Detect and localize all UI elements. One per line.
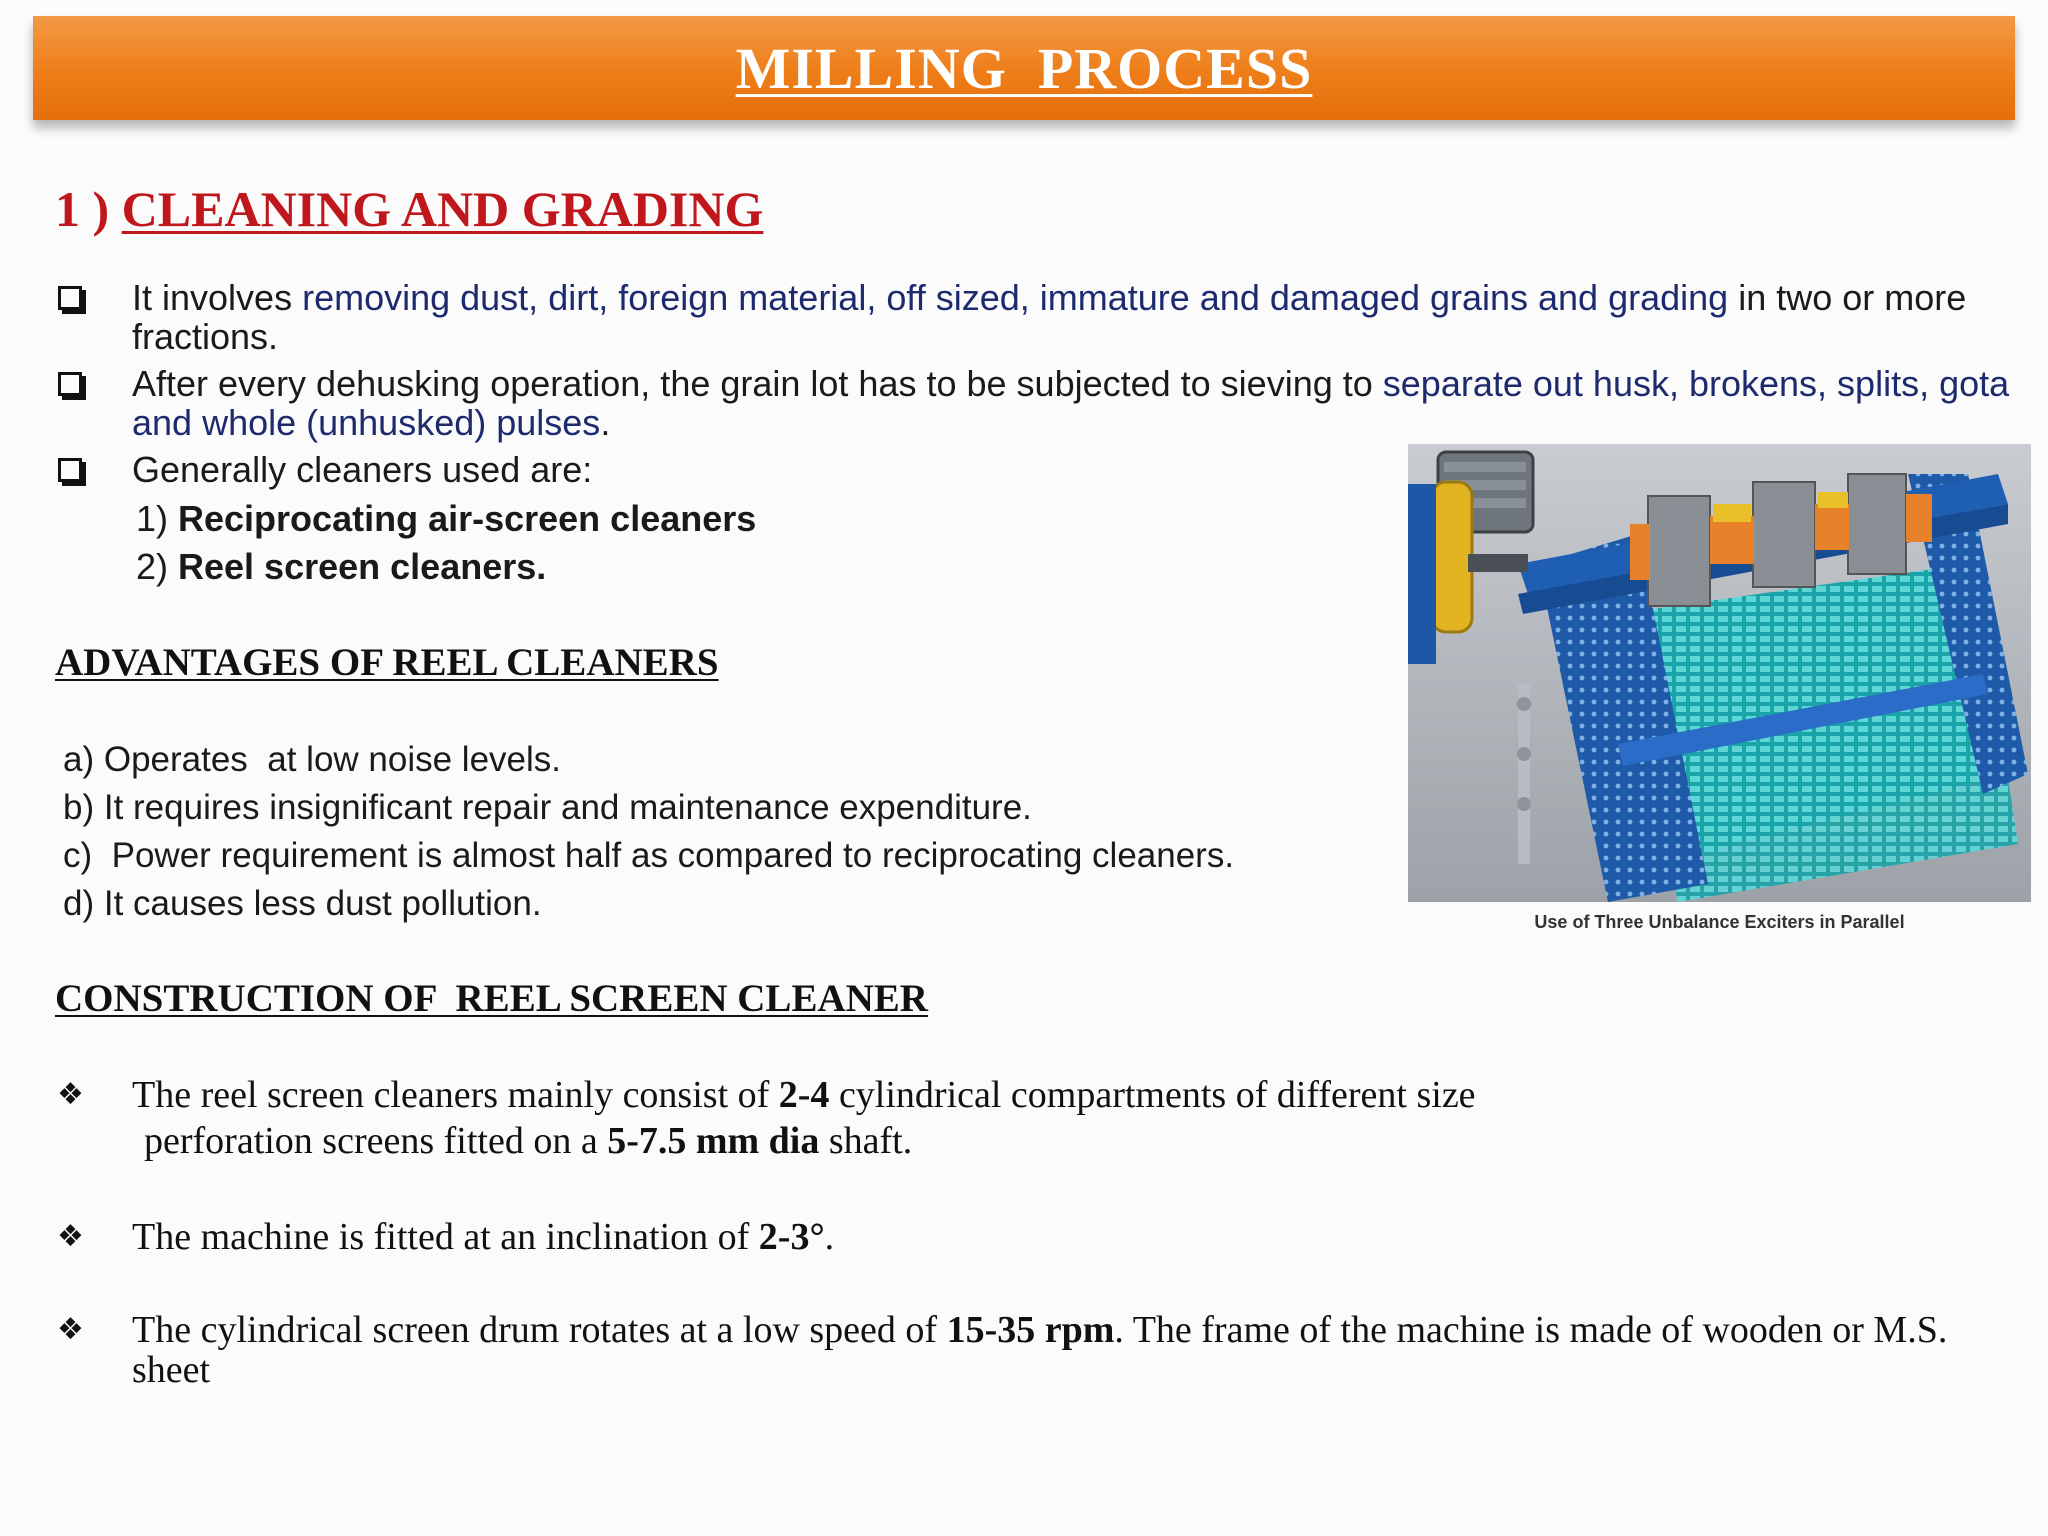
point-text: Generally cleaners used are: <box>132 449 593 490</box>
item-bold: 15-35 rpm <box>946 1309 1115 1351</box>
square-bullet-icon <box>58 372 82 396</box>
section-title <box>55 180 763 238</box>
section-title-text: CLEANING AND GRADING <box>121 181 764 237</box>
item-text: perforation screens fitted on a <box>144 1120 608 1162</box>
four-diamond-bullet-icon: ❖ <box>57 1312 84 1347</box>
list-label: Reel screen cleaners. <box>178 546 547 587</box>
construction-list <box>55 1072 2015 1390</box>
item-bold: 2-4 <box>778 1074 830 1116</box>
four-diamond-bullet-icon: ❖ <box>57 1219 84 1254</box>
advantages-heading: ADVANTAGES OF REEL CLEANERS <box>55 641 719 684</box>
point-highlight: separate out husk, brokens, splits, gota and whole (unhusked) pulses <box>132 363 2010 443</box>
list-label: Reciprocating air-screen cleaners <box>178 498 757 539</box>
advantages-list <box>63 736 1234 928</box>
screen-machine-image <box>1408 444 2031 946</box>
square-bullet-icon <box>58 458 82 482</box>
construction-heading: CONSTRUCTION OF REEL SCREEN CLEANER <box>55 977 928 1020</box>
list-number: 1) <box>136 498 179 539</box>
list-item <box>55 1310 2015 1390</box>
list-item <box>55 1214 2015 1260</box>
point-item <box>55 278 2015 356</box>
item-text: The cylindrical screen drum rotates at a low speed of <box>132 1309 947 1351</box>
figure-caption: Use of Three Unbalance Exciters in Parallel <box>1534 912 1905 932</box>
item-text: . The frame of the machine is made of wooden or M.S. sheet <box>132 1309 1948 1391</box>
list-item: d) It causes less dust pollution. <box>63 884 542 923</box>
point-highlight: removing dust, dirt, foreign material, off sized, immature and damaged grains and grading <box>302 277 1729 318</box>
square-bullet-icon <box>58 286 82 310</box>
list-number: 2) <box>136 546 179 587</box>
page-title: MILLING PROCESS <box>735 35 1313 101</box>
point-item <box>55 364 2015 442</box>
point-text: . <box>600 402 611 443</box>
item-text: shaft. <box>819 1120 913 1162</box>
item-text: . <box>824 1216 835 1258</box>
list-item: b) It requires insignificant repair and maintenance expenditure. <box>63 788 1032 827</box>
four-diamond-bullet-icon: ❖ <box>57 1077 84 1112</box>
list-item: c) Power requirement is almost half as compared to reciprocating cleaners. <box>63 836 1235 875</box>
item-text: The reel screen cleaners mainly consist of <box>132 1074 779 1116</box>
point-text: After every dehusking operation, the grain lot has to be subjected to sieving to <box>132 363 1383 404</box>
point-text: It involves <box>132 277 303 318</box>
section-number: 1 ) <box>55 181 122 237</box>
item-bold: 5-7.5 mm dia <box>607 1120 820 1162</box>
point-text: in two or more fractions. <box>132 277 1967 357</box>
list-item: a) Operates at low noise levels. <box>63 740 562 779</box>
title-banner <box>33 16 2015 120</box>
item-text: The machine is fitted at an inclination of <box>132 1216 759 1258</box>
list-item <box>55 1072 2015 1164</box>
item-continuation <box>132 1118 2015 1164</box>
item-bold: 2-3° <box>758 1216 825 1258</box>
item-text: cylindrical compartments of different size <box>829 1074 1476 1116</box>
